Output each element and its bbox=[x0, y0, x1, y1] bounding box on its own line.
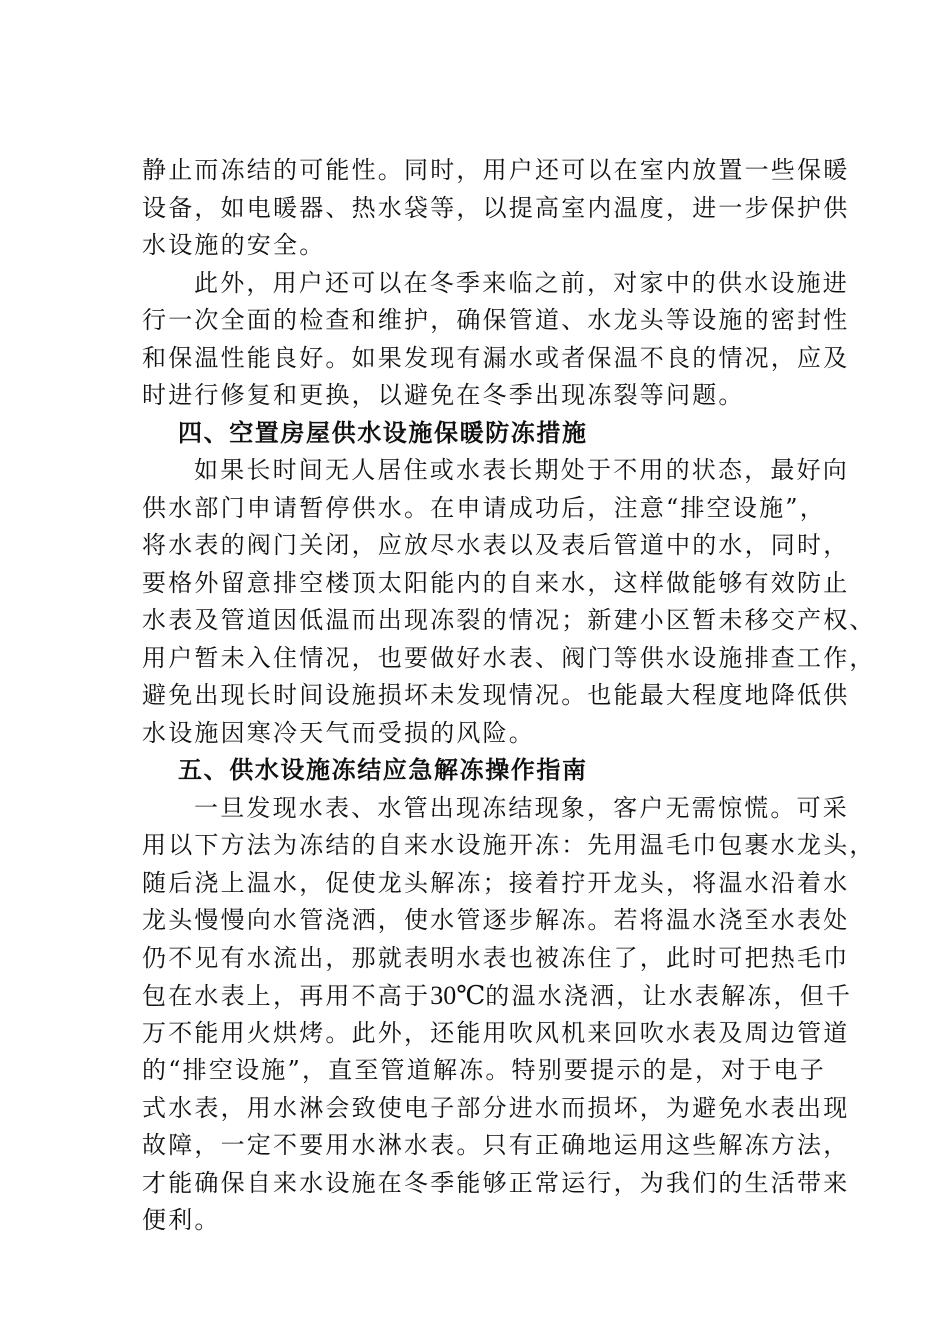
text-line: 时进行修复和更换，以避免在冬季出现冻裂等问题。 bbox=[142, 381, 745, 409]
text-line: 随后浇上温水，促使龙头解冻；接着拧开龙头，将温水沿着水 bbox=[142, 868, 850, 897]
text-line: 一旦发现水表、水管出现冻结现象，客户无需惊慌。可采 bbox=[194, 793, 849, 822]
text-line: 如果长时间无人居住或水表长期处于不用的状态，最好向 bbox=[194, 456, 849, 484]
text-line: 用以下方法为冻结的自来水设施开冻：先用温毛巾包裹水龙头， bbox=[142, 831, 876, 859]
text-line: 仍不见有水流出，那就表明水表也被冻住了，此时可把热毛巾 bbox=[142, 943, 850, 972]
text-line: 才能确保自来水设施在冬季能够正常运行，为我们的生活带来 bbox=[142, 1168, 850, 1197]
text-line: 供水部门申请暂停供水。在申请成功后，注意“排空设施”， bbox=[142, 493, 826, 522]
text-line-temperature bbox=[142, 977, 853, 1015]
text-line: 行一次全面的检查和维护，确保管道、水龙头等设施的密封性 bbox=[142, 306, 850, 334]
text-line: 水设施的安全。 bbox=[142, 231, 326, 259]
text-segment: 包在水表上，再用不高于 bbox=[142, 982, 431, 1010]
section-heading: 四、空置房屋供水设施保暖防冻措施 bbox=[178, 418, 588, 447]
section-vacant-housing bbox=[142, 415, 876, 753]
text-line: 万不能用火烘烤。此外，还能用吹风机来回吹水表及周边管道 bbox=[142, 1018, 850, 1047]
section-heading: 五、供水设施冻结应急解冻操作指南 bbox=[178, 756, 588, 784]
text-line: 此外，用户还可以在冬季来临之前，对家中的供水设施进 bbox=[194, 268, 849, 297]
paragraph-maintenance bbox=[142, 265, 850, 415]
text-line: 要格外留意排空楼顶太阳能内的自来水，这样做能够有效防止 bbox=[142, 568, 850, 597]
text-line: 避免出现长时间设施损坏未发现情况。也能最大程度地降低供 bbox=[142, 681, 850, 709]
text-line: 水设施因寒冷天气而受损的风险。 bbox=[142, 718, 535, 747]
text-line: 的“排空设施”，直至管道解冻。特别要提示的是，对于电子 bbox=[142, 1056, 826, 1084]
text-line: 式水表，用水淋会致使电子部分进水而损坏，为避免水表出现 bbox=[142, 1093, 850, 1122]
text-line: 故障，一定不要用水淋水表。只有正确地运用这些解冻方法， bbox=[142, 1131, 850, 1159]
text-line: 龙头慢慢向水管浇洒，使水管逐步解冻。若将温水浇至水表处 bbox=[142, 906, 850, 934]
text-line: 和保温性能良好。如果发现有漏水或者保温不良的情况，应及 bbox=[142, 343, 850, 372]
text-line: 静止而冻结的可能性。同时，用户还可以在室内放置一些保暖 bbox=[142, 156, 850, 184]
text-line: 便利。 bbox=[142, 1206, 221, 1234]
section-emergency-thaw bbox=[142, 752, 876, 1240]
text-line: 设备，如电暖器、热水袋等，以提高室内温度，进一步保护供 bbox=[142, 193, 850, 222]
paragraph-continued bbox=[142, 152, 850, 265]
temperature-value: 30℃ bbox=[430, 981, 486, 1010]
text-line: 用户暂未入住情况，也要做好水表、阀门等供水设施排查工作， bbox=[142, 643, 876, 672]
text-line: 水表及管道因低温而出现冻裂的情况；新建小区暂未移交产权、 bbox=[142, 606, 876, 634]
text-line: 将水表的阀门关闭，应放尽水表以及表后管道中的水，同时， bbox=[142, 531, 850, 559]
text-segment: 的温水浇洒，让水表解冻，但千 bbox=[485, 982, 853, 1010]
document-body bbox=[142, 152, 876, 1240]
